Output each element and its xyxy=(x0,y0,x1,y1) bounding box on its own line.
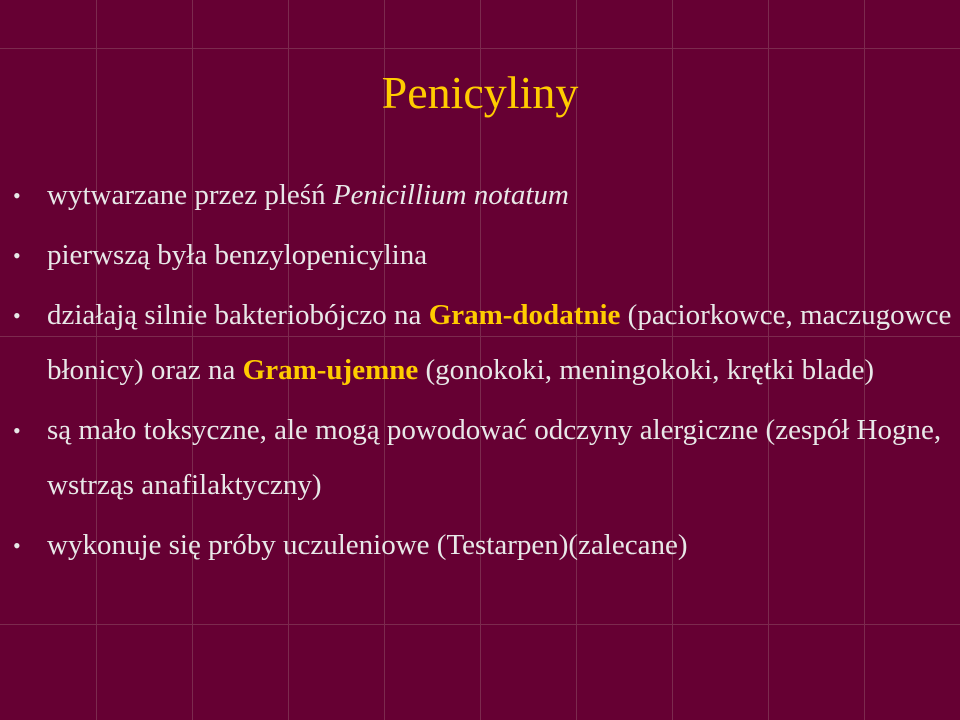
bullet-text: są mało toksyczne, ale mogą powodować odczyny alergiczne (zespół Hogne, wstrząs anafilaktyczny) xyxy=(47,414,942,501)
gram-negative-highlight: Gram-ujemne xyxy=(242,354,419,386)
bullet-text: działają silnie bakteriobójczo na xyxy=(47,299,429,331)
bullet-item xyxy=(0,228,960,283)
bullet-text: (paciorkowce, maczugowce błonicy) oraz na xyxy=(47,299,952,386)
bullet-text: pierwszą była benzylopenicylina xyxy=(47,239,428,271)
bullet-icon: • xyxy=(13,533,21,558)
bullet-text: wykonuje się próby uczuleniowe (Testarpen)(zalecane) xyxy=(47,529,688,561)
bullet-icon: • xyxy=(13,183,21,208)
bullet-item xyxy=(0,168,960,223)
bullet-icon: • xyxy=(13,418,21,443)
latin-name: Penicillium notatum xyxy=(332,179,569,211)
bullet-icon: • xyxy=(13,303,21,328)
bullet-text: (gonokoki, meningokoki, krętki blade) xyxy=(418,354,875,386)
bullet-list xyxy=(0,168,960,578)
bullet-item xyxy=(0,518,960,573)
gram-positive-highlight: Gram-dodatnie xyxy=(428,299,621,331)
bullet-text: wytwarzane przez pleśń xyxy=(47,179,333,211)
bullet-item xyxy=(0,288,960,398)
grid-line xyxy=(0,624,960,625)
bullet-icon: • xyxy=(13,243,21,268)
slide-title: Penicyliny xyxy=(381,67,579,118)
bullet-item xyxy=(0,403,960,513)
grid-line xyxy=(0,48,960,49)
